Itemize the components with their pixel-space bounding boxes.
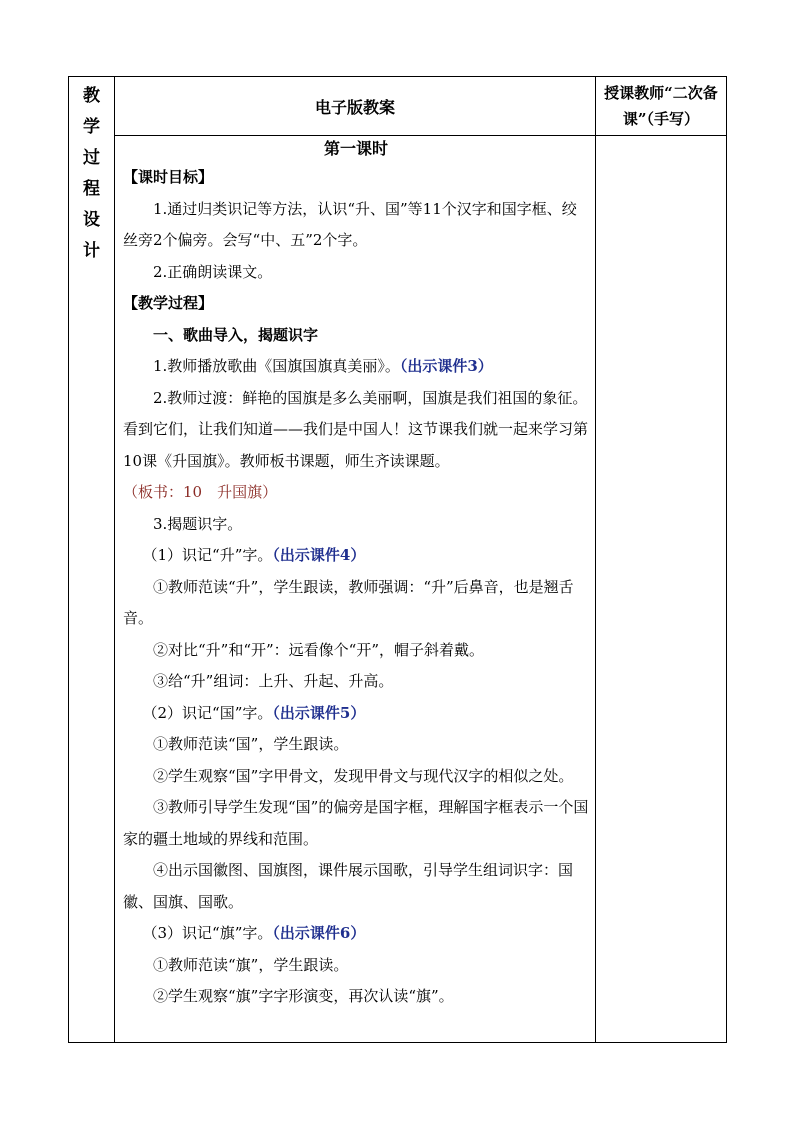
courseware-note: （出示课件5） [272,703,366,722]
sub-text: （2）识记“国”字。 [142,703,273,722]
courseware-note: （出示课件4） [272,546,366,564]
header-row [69,77,727,136]
sub-text: （3）识记“旗”字。 [142,924,273,942]
step-item: 3.揭题识字。 [153,514,243,533]
side-label-char: 教 [83,86,100,106]
side-label-char: 程 [83,179,100,199]
side-label [69,77,114,267]
courseware-note: （出示课件6） [272,924,366,942]
step-item [123,383,589,509]
sub-text: （1）识记“升”字。 [142,546,273,564]
sub-point: ①教师范读“旗”，学生跟读。 [153,955,349,974]
sub-point: ①教师范读“升”，学生跟读，教师强调：“升”后鼻音，也是翘舌音。 [123,577,574,627]
part-heading: 一、歌曲导入，揭题识字 [153,325,319,344]
lesson-content [115,136,596,1043]
step-text: 2.教师过渡：鲜艳的国旗是多么美丽啊，国旗是我们祖国的象征。看到它们，让我们知道——我们是中国人！这节课我们就一起来学习第10课《升国旗》。教师板书课题，师生齐读课题。 [123,388,589,470]
side-label-cell [69,77,115,1043]
lesson-plan-table [68,76,727,1043]
sub-point: ③教师引导学生发现“国”的偏旁是国字框，理解国字框表示一个国家的疆土地域的界线和范围。 [123,798,589,848]
side-label-char: 过 [83,148,100,168]
board-note: （板书：10 升国旗） [123,483,278,501]
sub-item [123,698,589,730]
side-label-char: 设 [83,210,100,230]
sub-item [123,540,589,572]
teacher-notes-cell [596,136,727,1043]
courseware-note: （出示课件3） [399,357,493,375]
sub-point: ①教师范读“国”，学生跟读。 [153,735,349,753]
plan-title: 电子版教案 [115,77,596,136]
process-heading: 【教学过程】 [123,294,214,312]
goals-heading: 【课时目标】 [123,168,214,186]
sub-point: ②学生观察“国”字甲骨文，发现甲骨文与现代汉字的相似之处。 [153,766,574,785]
body-row [69,136,727,1043]
side-label-char: 学 [83,117,100,137]
sub-point: ③给“升”组词：上升、升起、升高。 [153,672,394,690]
step-item [123,351,589,383]
goal-item: 2.正确朗读课文。 [153,262,273,281]
sub-point: ②对比“升”和“开”：远看像个“开”，帽子斜着戴。 [153,640,485,659]
sub-point: ④出示国徽图、国旗图，课件展示国歌，引导学生组词识字：国徽、国旗、国歌。 [123,861,574,911]
step-text: 1.教师播放歌曲《国旗国旗真美丽》。 [153,357,400,375]
lesson-title: 第一课时 [323,139,388,158]
sub-item [123,918,589,950]
sub-point: ②学生观察“旗”字字形演变，再次认读“旗”。 [153,987,454,1005]
teacher-notes-header: 授课教师“二次备课”（手写） [596,77,727,136]
goal-item: 1.通过归类识记等方法，认识“升、国”等11个汉字和国字框、绞丝旁2个偏旁。会写“中、五”2个字。 [123,199,577,249]
side-label-char: 计 [83,241,100,261]
